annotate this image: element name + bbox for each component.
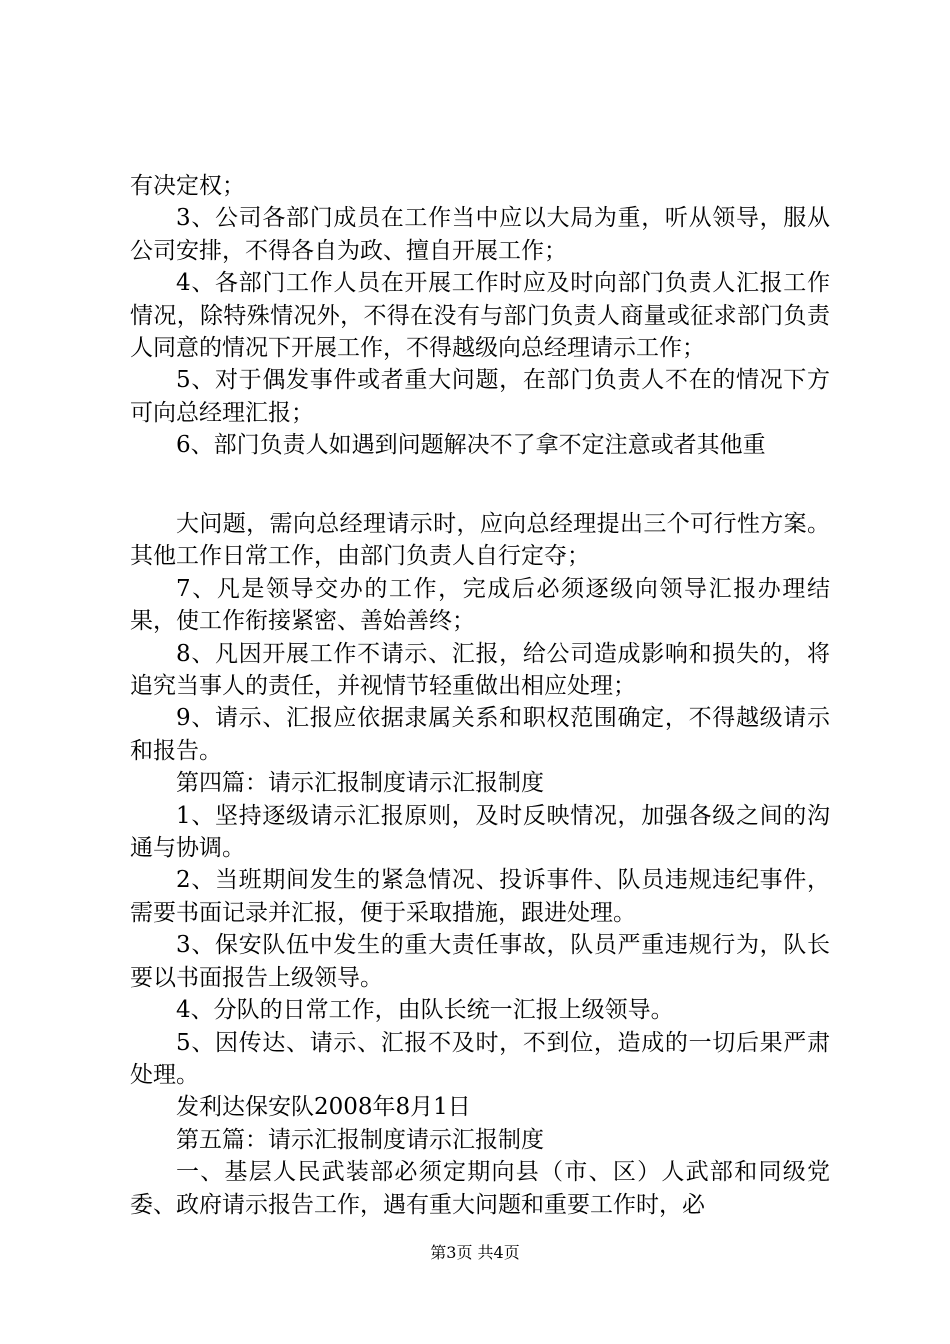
paragraph: 6、部门负责人如遇到问题解决不了拿不定注意或者其他重 (176, 432, 766, 459)
paragraph: 第四篇：请示汇报制度请示汇报制度 (176, 770, 544, 797)
page-footer: 第3页 共4页 (430, 1243, 520, 1262)
paragraph: 3、公司各部门成员在工作当中应以大局为重，听从领导，服从公司安排，不得各自为政、擅自开展工作； (130, 205, 830, 264)
text-block-bottom (130, 508, 830, 1221)
paragraph: 2、当班期间发生的紧急情况、投诉事件、队员违规违纪事件，需要书面记录并汇报，便于采取措施，跟进处理。 (130, 867, 830, 926)
paragraph: 7、凡是领导交办的工作，完成后必须逐级向领导汇报办理结果，使工作衔接紧密、善始善终； (130, 575, 830, 635)
paragraph: 1、坚持逐级请示汇报原则，及时反映情况，加强各级之间的沟通与协调。 (130, 802, 830, 862)
paragraph: 9、请示、汇报应依据隶属关系和职权范围确定，不得越级请示和报告。 (130, 705, 830, 764)
paragraph: 5、因传达、请示、汇报不及时，不到位，造成的一切后果严肃处理。 (130, 1029, 830, 1088)
paragraph: 第五篇：请示汇报制度请示汇报制度 (176, 1126, 544, 1153)
paragraph: 4、分队的日常工作，由队长统一汇报上级领导。 (176, 997, 674, 1024)
paragraph: 有决定权； (130, 173, 245, 199)
paragraph: 一、基层人民武装部必须定期向县（市、区）人武部和同级党委、政府请示报告工作，遇有重大问题和重要工作时，必 (130, 1159, 830, 1218)
paragraph: 5、对于偶发事件或者重大问题，在部门负责人不在的情况下方可向总经理汇报； (130, 367, 830, 426)
paragraph: 8、凡因开展工作不请示、汇报，给公司造成影响和损失的，将追究当事人的责任，并视情节轻重做出相应处理； (130, 640, 830, 700)
paragraph: 4、各部门工作人员在开展工作时应及时向部门负责人汇报工作情况，除特殊情况外，不得在没有与部门负责人商量或征求部门负责人同意的情况下开展工作，不得越级向总经理请示工作； (130, 270, 830, 362)
text-block-top (130, 170, 830, 462)
paragraph: 3、保安队伍中发生的重大责任事故，队员严重违规行为，队长要以书面报告上级领导。 (130, 932, 830, 991)
paragraph: 发利达保安队2008年8月1日 (176, 1094, 471, 1121)
paragraph: 大问题，需向总经理请示时，应向总经理提出三个可行性方案。其他工作日常工作，由部门负责人自行定夺； (130, 511, 830, 570)
